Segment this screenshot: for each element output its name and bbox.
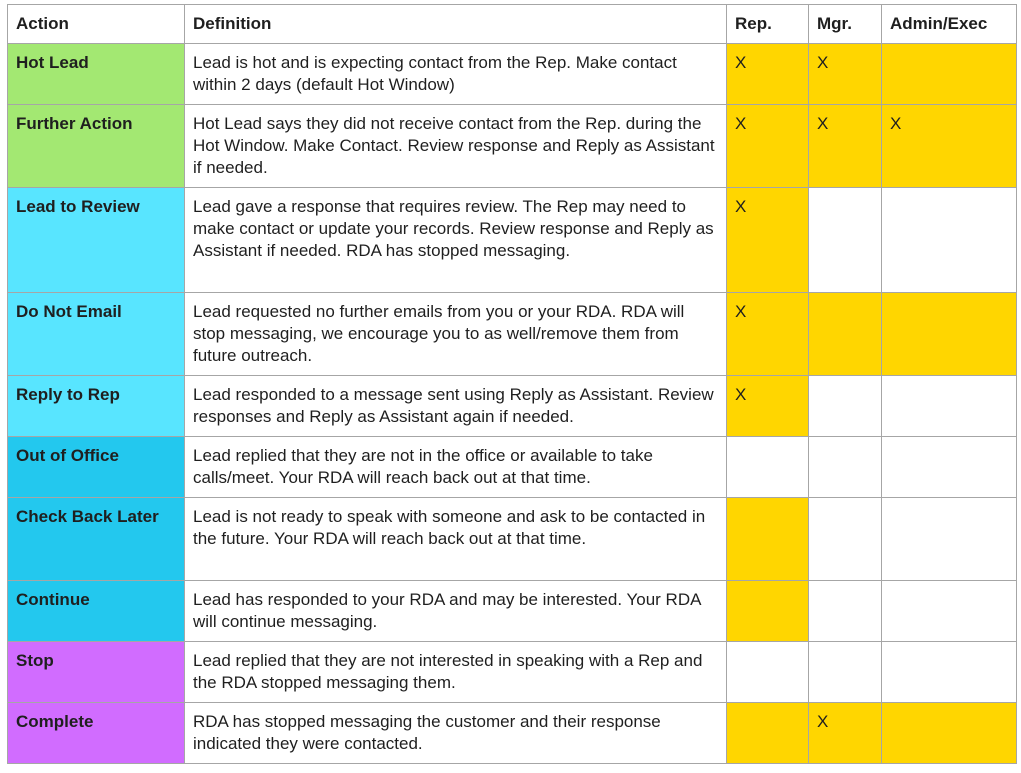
action-cell: Complete <box>8 703 185 764</box>
rep-cell <box>727 581 809 642</box>
rep-cell <box>727 642 809 703</box>
rep-cell: X <box>727 188 809 293</box>
action-cell: Further Action <box>8 105 185 188</box>
header-row <box>8 5 1017 44</box>
mgr-cell <box>809 498 882 581</box>
definition-cell: Lead replied that they are not in the office or available to take calls/meet. Your RDA will reach back out at that time. <box>185 437 727 498</box>
admin-exec-cell <box>882 188 1017 293</box>
definition-cell: Lead replied that they are not interested in speaking with a Rep and the RDA stopped messaging them. <box>185 642 727 703</box>
mgr-cell: X <box>809 703 882 764</box>
action-cell: Continue <box>8 581 185 642</box>
admin-exec-cell <box>882 498 1017 581</box>
header-admin-exec: Admin/Exec <box>882 5 1017 44</box>
action-cell: Hot Lead <box>8 44 185 105</box>
table-row <box>8 437 1017 498</box>
definition-cell: Lead gave a response that requires review. The Rep may need to make contact or update your records. Review response and Reply as Assistant if needed. RDA has stopped messaging. <box>185 188 727 293</box>
table-row <box>8 376 1017 437</box>
definition-cell: RDA has stopped messaging the customer and their response indicated they were contacted. <box>185 703 727 764</box>
admin-exec-cell <box>882 293 1017 376</box>
admin-exec-cell <box>882 376 1017 437</box>
table-row <box>8 642 1017 703</box>
definition-cell: Lead responded to a message sent using Reply as Assistant. Review responses and Reply as Assistant again if needed. <box>185 376 727 437</box>
rep-cell <box>727 437 809 498</box>
action-cell: Reply to Rep <box>8 376 185 437</box>
rep-cell <box>727 498 809 581</box>
definition-cell: Lead is not ready to speak with someone and ask to be contacted in the future. Your RDA will reach back out at that time. <box>185 498 727 581</box>
header-definition: Definition <box>185 5 727 44</box>
admin-exec-cell <box>882 581 1017 642</box>
admin-exec-cell <box>882 44 1017 105</box>
table-row <box>8 105 1017 188</box>
action-cell: Check Back Later <box>8 498 185 581</box>
action-definitions-table <box>7 4 1017 764</box>
rep-cell: X <box>727 105 809 188</box>
mgr-cell <box>809 188 882 293</box>
rep-cell: X <box>727 44 809 105</box>
mgr-cell <box>809 293 882 376</box>
definition-cell: Lead is hot and is expecting contact from the Rep. Make contact within 2 days (default Hot Window) <box>185 44 727 105</box>
action-cell: Do Not Email <box>8 293 185 376</box>
rep-cell: X <box>727 376 809 437</box>
table-row <box>8 44 1017 105</box>
action-cell: Lead to Review <box>8 188 185 293</box>
mgr-cell <box>809 642 882 703</box>
table-row <box>8 498 1017 581</box>
mgr-cell: X <box>809 105 882 188</box>
header-rep: Rep. <box>727 5 809 44</box>
table-row <box>8 703 1017 764</box>
mgr-cell <box>809 376 882 437</box>
definition-cell: Hot Lead says they did not receive contact from the Rep. during the Hot Window. Make Contact. Review response and Reply as Assistant if needed. <box>185 105 727 188</box>
admin-exec-cell <box>882 703 1017 764</box>
header-action: Action <box>8 5 185 44</box>
table-row <box>8 188 1017 293</box>
definition-cell: Lead has responded to your RDA and may be interested. Your RDA will continue messaging. <box>185 581 727 642</box>
definition-cell: Lead requested no further emails from you or your RDA. RDA will stop messaging, we encourage you to as well/remove them from future outreach. <box>185 293 727 376</box>
rep-cell: X <box>727 293 809 376</box>
mgr-cell <box>809 581 882 642</box>
action-cell: Out of Office <box>8 437 185 498</box>
action-cell: Stop <box>8 642 185 703</box>
table-row <box>8 293 1017 376</box>
admin-exec-cell <box>882 437 1017 498</box>
rep-cell <box>727 703 809 764</box>
admin-exec-cell <box>882 642 1017 703</box>
table-row <box>8 581 1017 642</box>
mgr-cell <box>809 437 882 498</box>
admin-exec-cell: X <box>882 105 1017 188</box>
mgr-cell: X <box>809 44 882 105</box>
header-mgr: Mgr. <box>809 5 882 44</box>
